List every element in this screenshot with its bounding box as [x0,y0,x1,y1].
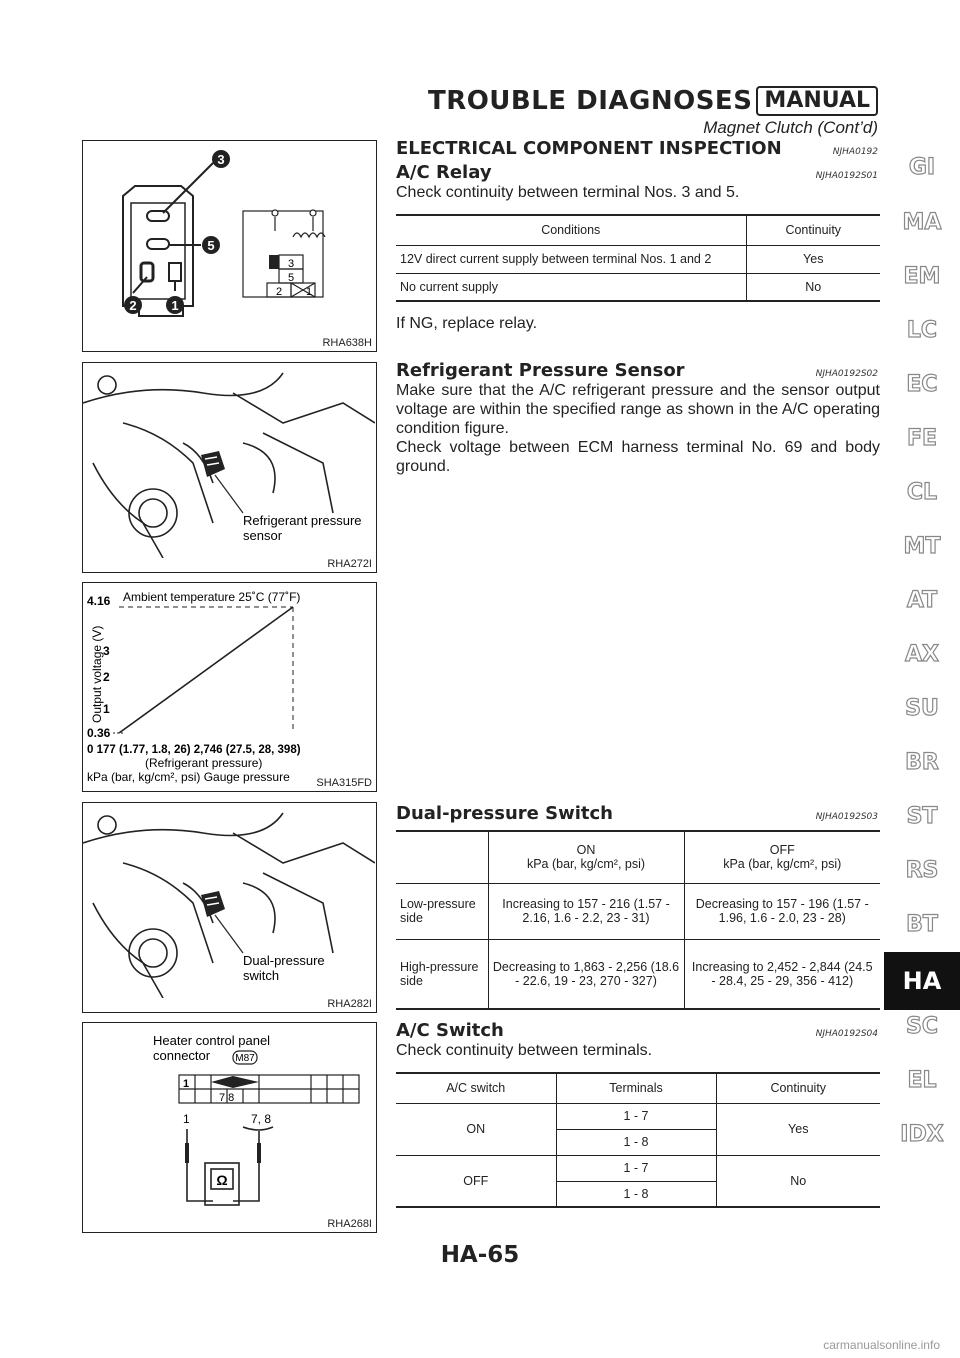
page-header [0,0,960,140]
tab-bt[interactable]: BT [906,912,938,937]
tab-st[interactable]: ST [906,804,938,829]
probe-label-1: 1 [183,1112,190,1126]
dual-label-2: switch [243,968,280,983]
section-code: NJHA0192S03 [815,812,878,822]
y-tick-3: 3 [103,644,110,658]
chart-title: Ambient temperature 25˚C (77˚F) [123,590,301,604]
relay-term-2: 2 [275,286,283,298]
relay-term-3: 3 [287,258,295,270]
tab-ec[interactable]: EC [906,372,938,397]
voltage-chart [83,583,375,790]
figure-caption: SHA315FD [316,777,372,789]
sensor-photo-illustration [83,363,375,558]
tab-em[interactable]: EM [903,264,941,289]
acswitch-instruction: Check continuity between terminals. [396,1042,653,1059]
relay-term-5: 5 [287,272,295,284]
section-refrigerant-pressure-sensor [396,360,880,476]
connector-title-2: connector [153,1048,211,1063]
connector-pin-78: 7 8 [219,1092,235,1104]
tab-ma[interactable]: MA [902,210,942,235]
ac-switch-table [396,1072,880,1208]
section-code: NJHA0192S01 [815,171,878,181]
probe-label-78: 7, 8 [251,1112,272,1126]
table-header-row: ON kPa (bar, kg/cm², psi) OFF kPa (bar, kg/cm², psi) [396,831,880,883]
section-heading: ELECTRICAL COMPONENT INSPECTION NJHA0192 [396,138,878,159]
table-row: Low-pressure side Increasing to 157 - 216 (1.57 - 2.16, 1.6 - 2.2, 23 - 31) Decreasing to 157 - 196 (1.57 - 1.96, 1.6 - 2.0, 23 - 28) [396,883,880,939]
sensor-label: Refrigerant pressure [243,513,362,528]
relay-callout-1: 1 [171,298,179,313]
tab-br[interactable]: BR [905,750,939,775]
connector-pin-1: 1 [183,1078,190,1090]
relay-callout-2: 2 [129,298,137,313]
y-tick-1: 1 [103,702,110,716]
tab-el[interactable]: EL [907,1068,937,1093]
sensor-text-2: Check voltage between ECM harness terminal No. 69 and body ground. [396,439,880,475]
figure-heater-connector [82,1022,377,1233]
page-number: HA-65 [440,1242,520,1268]
dual-switch-illustration [83,803,375,998]
section-electrical-component-inspection [396,138,880,333]
section-ac-switch [396,1020,880,1208]
tab-rs[interactable]: RS [905,858,939,883]
figure-caption: RHA638H [322,337,372,349]
header-subtitle: Magnet Clutch (Cont’d) [703,118,878,137]
y-tick-0.36: 0.36 [87,726,111,740]
y-tick-4.16: 4.16 [87,594,111,608]
tab-gi[interactable]: GI [908,155,936,180]
relay-instruction: Check continuity between terminal Nos. 3 and 5. [396,184,740,201]
table-row: High-pressure side Decreasing to 1,863 - 2,256 (18.6 - 22.6, 19 - 23, 270 - 327) Increasing to 2,452 - 2,844 (24.5 - 28.4, 25 - 29, 356 - 412) [396,939,880,1009]
table-row: 1 - 8 [396,1181,880,1207]
tab-sc[interactable]: SC [906,1014,938,1039]
x-axis-label-2: kPa (bar, kg/cm², psi) Gauge pressure [87,770,290,784]
table-row: OFF 1 - 7 No [396,1155,880,1181]
connector-code: M87 [235,1053,255,1064]
connector-diagram [83,1023,375,1218]
tab-cl[interactable]: CL [906,480,938,505]
relay-callout-3: 3 [217,152,225,167]
relay-continuity-table [396,214,880,302]
table-header-row: Conditions Continuity [396,215,880,245]
connector-title: Heater control panel [153,1033,271,1048]
figure-relay [82,140,377,352]
section-code: NJHA0192 [832,147,878,157]
tab-fe[interactable]: FE [906,426,938,451]
subsection-heading-sensor: Refrigerant Pressure Sensor NJHA0192S02 [396,360,878,381]
figure-pressure-sensor [82,362,377,573]
relay-callout-5: 5 [207,238,215,253]
tab-su[interactable]: SU [905,696,939,721]
dual-label: Dual-pressure [243,953,325,968]
section-dual-pressure-switch [396,803,880,1010]
subsection-heading-acswitch: A/C Switch NJHA0192S04 [396,1020,878,1041]
figure-caption: RHA272I [327,558,372,570]
figure-dual-pressure [82,802,377,1013]
relay-note: If NG, replace relay. [396,315,538,332]
manual-badge: MANUAL [756,86,878,116]
ohm-icon: Ω [216,1172,228,1188]
tab-ha[interactable]: HA [884,952,960,1010]
table-row: 12V direct current supply between terminal Nos. 1 and 2 Yes [396,245,880,273]
table-row: No current supply No [396,273,880,301]
relay-diagram [83,141,375,336]
x-ticks: 0 177 (1.77, 1.8, 26) 2,746 (27.5, 28, 398) [87,744,301,756]
tab-ax[interactable]: AX [905,642,939,667]
sensor-text-1: Make sure that the A/C refrigerant pressure and the sensor output voltage are within the specified range as shown in the A/C operating condition figure. [396,382,880,437]
subsection-heading-dual: Dual-pressure Switch NJHA0192S03 [396,803,878,824]
figure-caption: RHA268I [327,1218,372,1230]
table-row: 1 - 8 [396,1129,880,1155]
relay-term-1: 1 [305,286,313,298]
header-title: TROUBLE DIAGNOSES [427,86,753,116]
header-title-row [428,86,878,116]
table-header-row: A/C switch Terminals Continuity [396,1073,880,1103]
tab-mt[interactable]: MT [903,534,941,559]
sensor-label-2: sensor [243,528,283,543]
series-line [119,607,293,733]
y-axis-label: Output voltage (V) [90,625,104,723]
x-axis-label-1: (Refrigerant pressure) [145,756,263,770]
tab-lc[interactable]: LC [906,318,938,343]
figure-caption: RHA282I [327,998,372,1010]
watermark: carmanualsonline.info [823,1338,940,1352]
section-code: NJHA0192S04 [815,1029,878,1039]
subsection-heading-relay: A/C Relay NJHA0192S01 [396,162,878,183]
table-row: ON 1 - 7 Yes [396,1103,880,1129]
tab-at[interactable]: AT [906,588,938,613]
tab-idx[interactable]: IDX [900,1122,944,1147]
y-tick-2: 2 [103,670,110,684]
figure-voltage-chart [82,582,377,792]
section-code: NJHA0192S02 [815,369,878,379]
dual-pressure-table [396,830,880,1010]
